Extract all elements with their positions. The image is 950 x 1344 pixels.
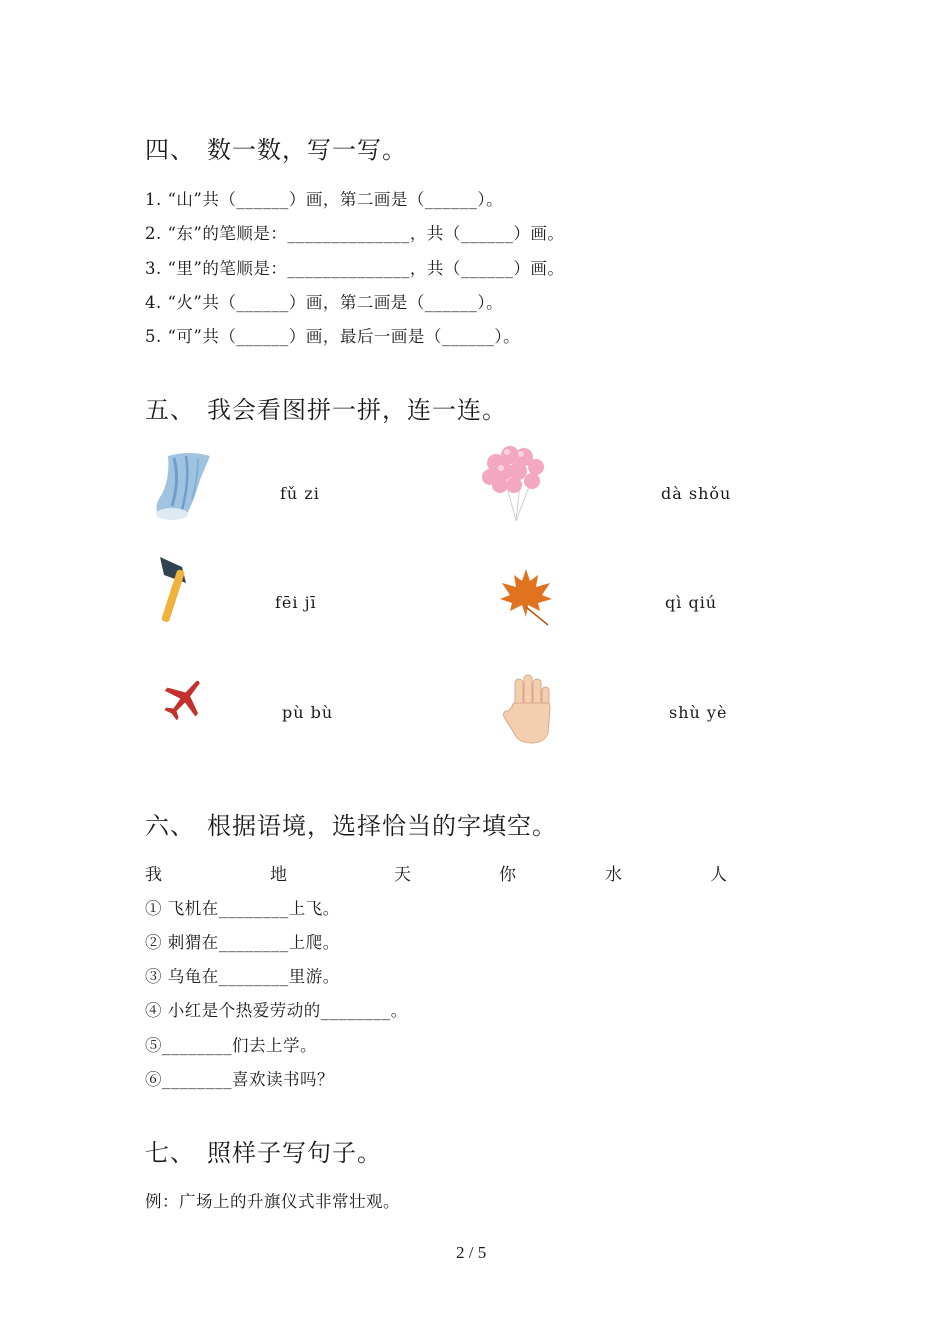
section-5-number: 五、 xyxy=(145,396,195,424)
section-4-item: 1. “山”共（______）画，第二画是（______）。 xyxy=(145,190,504,209)
section-6-item: ④ 小红是个热爱劳动的________。 xyxy=(145,1001,408,1020)
section-5-title: 我会看图拼一拼，连一连。 xyxy=(207,396,507,424)
pinyin-right: dà shǒu xyxy=(661,484,732,503)
section-7-heading xyxy=(145,1133,382,1168)
maple-leaf-icon xyxy=(498,567,556,627)
section-4-item: 5. “可”共（______）画，最后一画是（______）。 xyxy=(145,327,521,346)
section-4-number: 四、 xyxy=(145,136,195,164)
section-4-heading xyxy=(145,130,407,165)
balloons-icon xyxy=(476,443,550,523)
word-option: 地 xyxy=(270,865,287,885)
hand-icon xyxy=(500,673,556,745)
pinyin-right: qì qiú xyxy=(665,593,718,612)
section-4-title: 数一数，写一写。 xyxy=(207,136,407,164)
section-6-item: ⑤________们去上学。 xyxy=(145,1036,317,1055)
pinyin-left: fǔ zi xyxy=(280,484,320,503)
section-4-item: 3. “里”的笔顺是：______________，共（______）画。 xyxy=(145,259,565,278)
section-6-item: ⑥________喜欢读书吗？ xyxy=(145,1070,334,1089)
word-option: 天 xyxy=(394,865,411,885)
section-7-number: 七、 xyxy=(145,1139,195,1167)
section-6-number: 六、 xyxy=(145,812,195,840)
axe-icon xyxy=(152,553,196,627)
section-6-item: ① 飞机在________上飞。 xyxy=(145,899,340,918)
word-option: 人 xyxy=(710,865,727,885)
airplane-icon xyxy=(160,675,208,723)
section-6-heading xyxy=(145,806,557,841)
section-4-item: 4. “火”共（______）画，第二画是（______）。 xyxy=(145,293,504,312)
word-option: 你 xyxy=(499,865,516,885)
page-number: 2 / 5 xyxy=(456,1243,487,1262)
pinyin-right: shù yè xyxy=(669,703,728,722)
section-4-item: 2. “东”的笔顺是：______________，共（______）画。 xyxy=(145,224,565,243)
section-6-item: ③ 乌龟在________里游。 xyxy=(145,967,340,986)
waterfall-icon xyxy=(150,450,214,522)
section-6-item: ② 刺猬在________上爬。 xyxy=(145,933,340,952)
section-7-title: 照样子写句子。 xyxy=(207,1139,382,1167)
pinyin-left: fēi jī xyxy=(275,593,317,612)
pinyin-left: pù bù xyxy=(282,703,334,722)
section-6-title: 根据语境，选择恰当的字填空。 xyxy=(207,812,557,840)
word-option: 我 xyxy=(145,865,162,885)
section-7-example: 例：广场上的升旗仪式非常壮观。 xyxy=(145,1192,400,1211)
word-option: 水 xyxy=(605,865,622,885)
section-5-heading xyxy=(145,390,507,425)
